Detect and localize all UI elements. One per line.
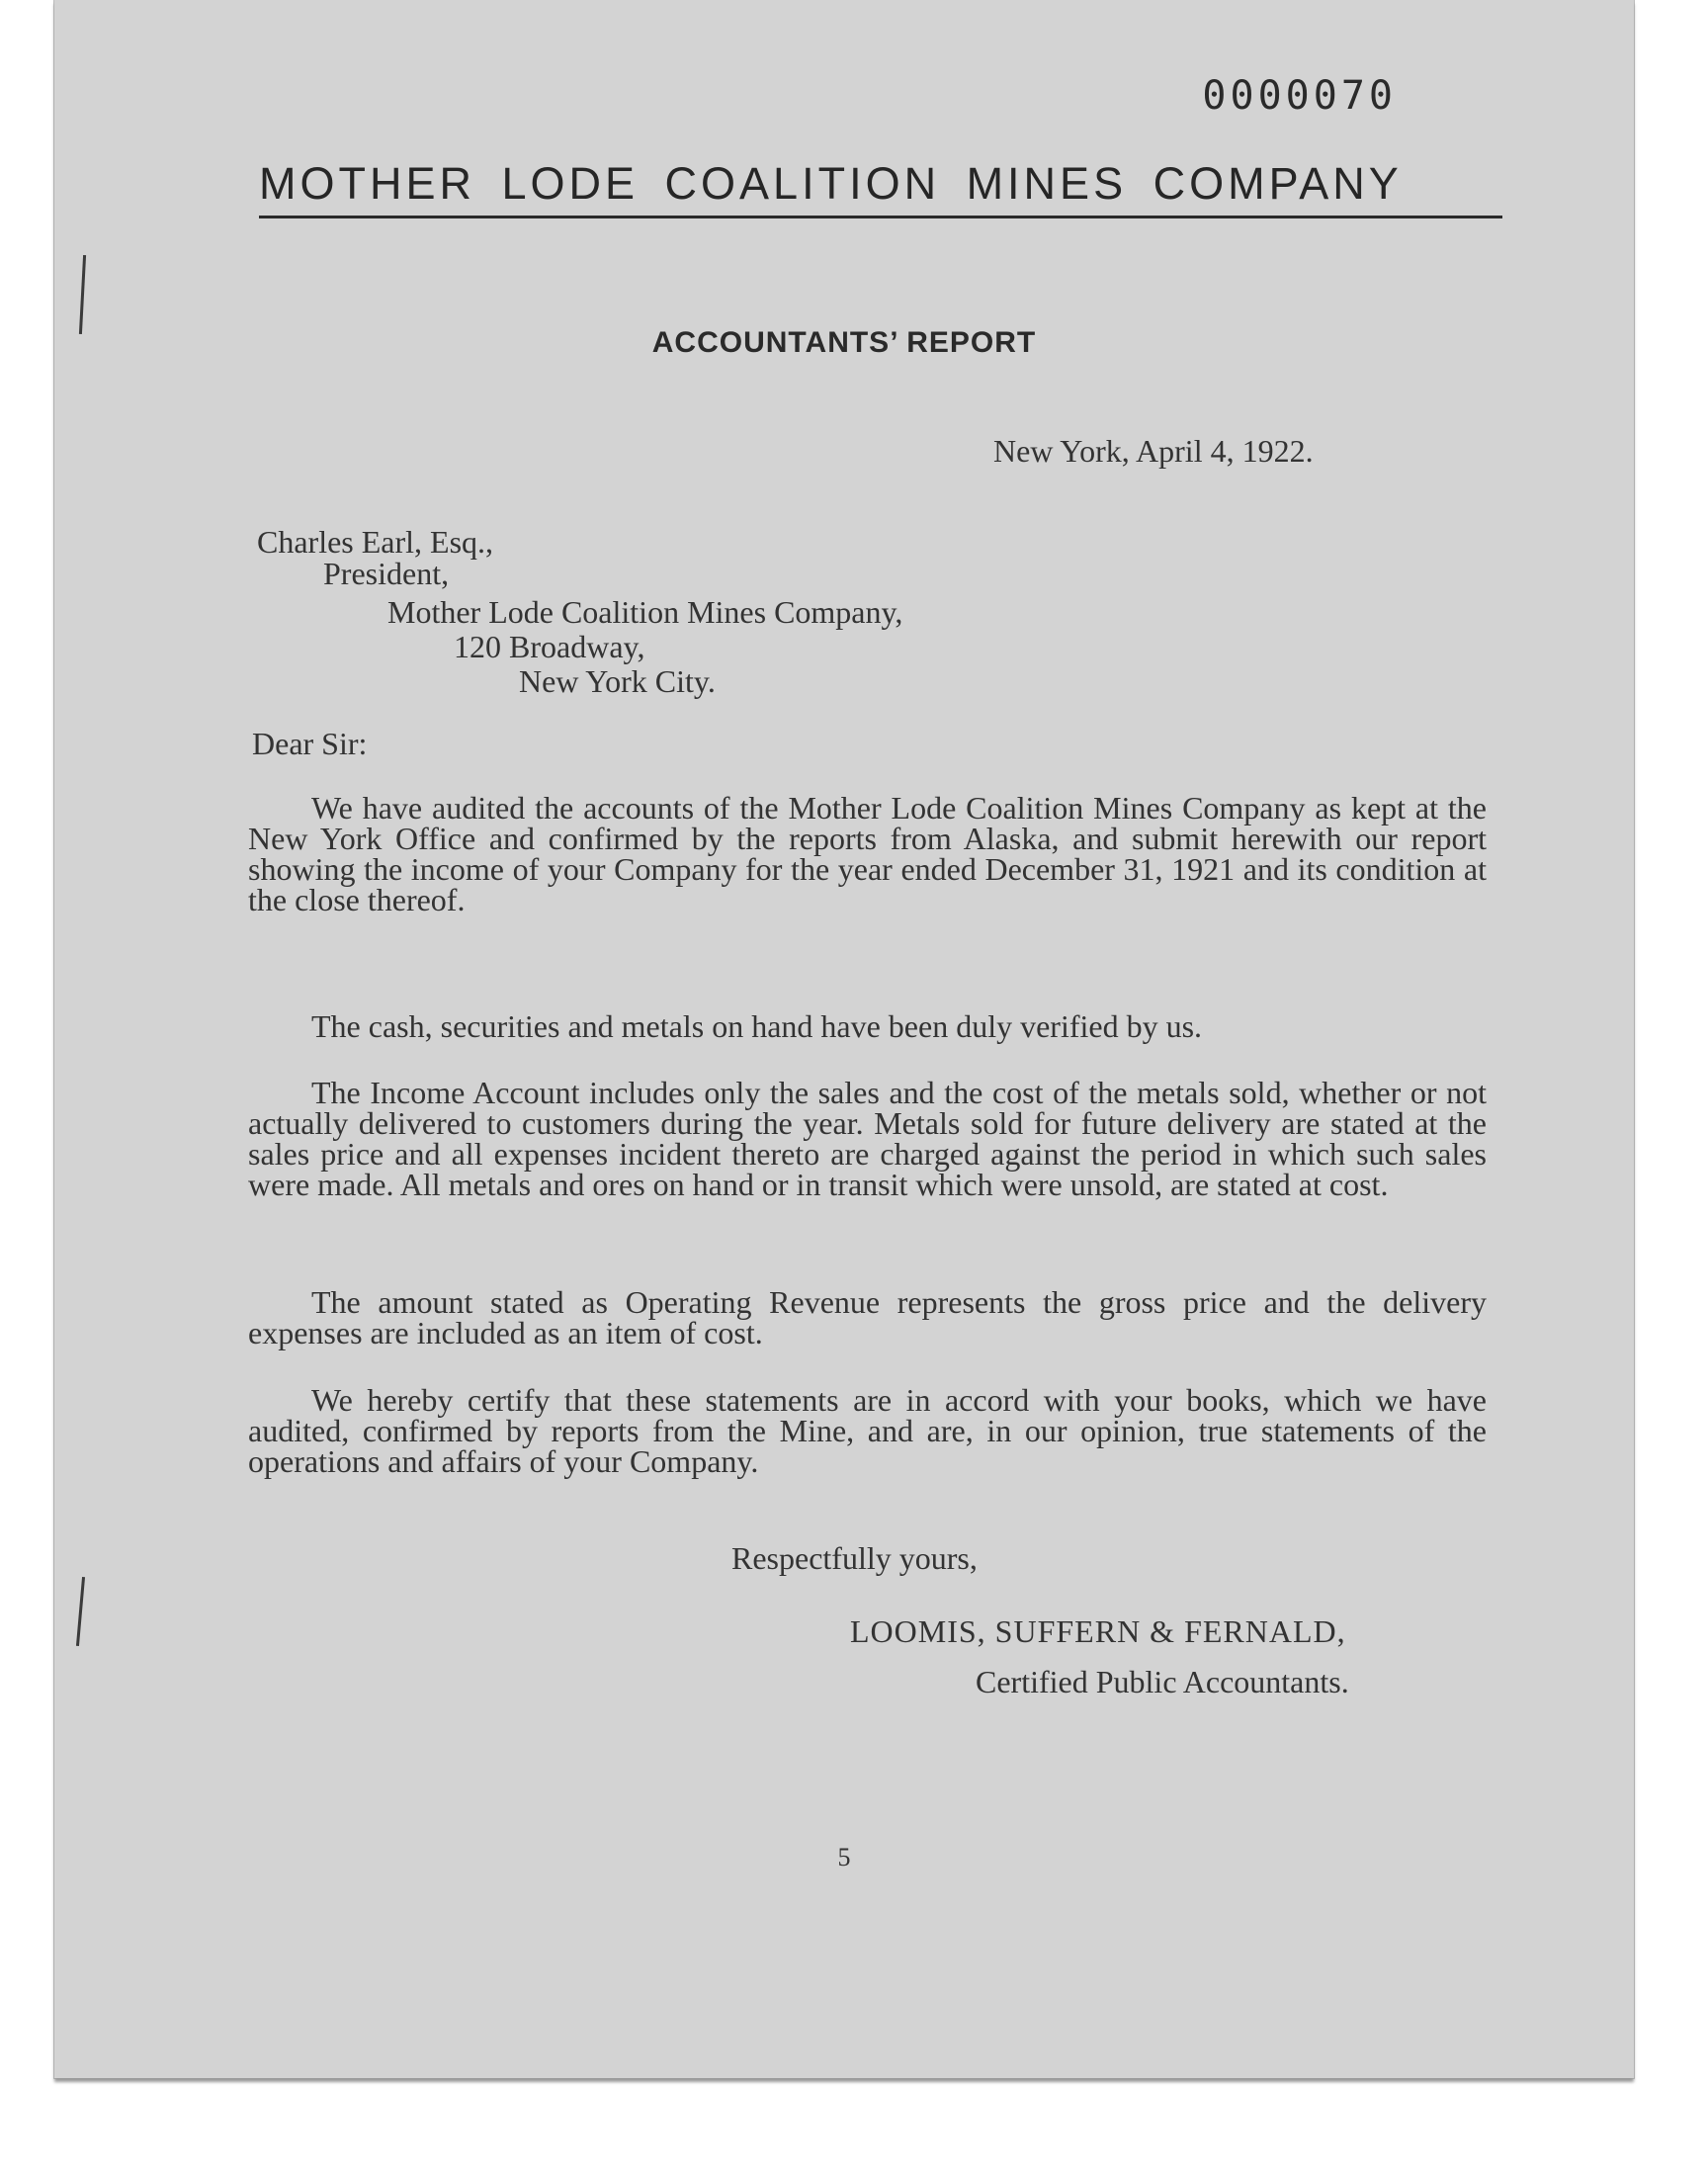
paragraph-income-account: The Income Account includes only the sales and the cost of the metals sold, whether or not actually delivered to customers during the year. Metals sold for future delivery are stated at the sales price and all expenses incident thereto are charged against the period in which such sales were made. All metals and ores on hand or in transit which were unsold, are stated at cost. [248,1075,1487,1202]
firm-title: Certified Public Accountants. [976,1664,1349,1699]
document-number: 0000070 [1202,73,1397,119]
scan-mark [76,1577,85,1646]
paragraph-verification: The cash, securities and metals on hand have been duly verified by us. [311,1008,1203,1044]
date-line: New York, April 4, 1922. [993,433,1314,469]
address-line-name: Charles Earl, Esq., [257,524,494,560]
paragraph-operating-revenue: The amount stated as Operating Revenue represents the gross price and the delivery expenses are included as an item of cost. [248,1284,1487,1350]
address-line-street: 120 Broadway, [454,629,645,664]
company-heading: MOTHER LODE COALITION MINES COMPANY [259,158,1502,218]
scan-mark [79,255,86,334]
paragraph-certification: We hereby certify that these statements are in accord with your books, which we have audited, confirmed by reports from the Mine, and are, in our opinion, true statements of the operations and affairs of your Company. [248,1382,1487,1479]
firm-name: LOOMIS, SUFFERN & FERNALD, [850,1613,1346,1649]
page-number: 5 [837,1843,851,1871]
report-title: ACCOUNTANTS’ REPORT [651,326,1037,359]
salutation: Dear Sir: [252,726,368,761]
document-page [54,0,1634,2078]
closing-line: Respectfully yours, [731,1540,978,1576]
address-line-city: New York City. [519,663,716,699]
address-line-title: President, [323,556,450,591]
address-line-company: Mother Lode Coalition Mines Company, [387,594,903,630]
paragraph-audit-scope: We have audited the accounts of the Mother Lode Coalition Mines Company as kept at the New York Office and confirmed by the reports from Alaska, and submit herewith our report showing the income of your Company for the year ended December 31, 1921 and its condition at the close thereof. [248,790,1487,917]
